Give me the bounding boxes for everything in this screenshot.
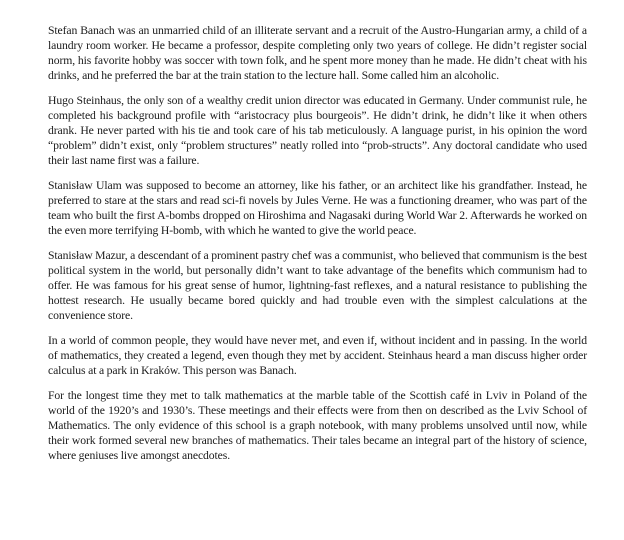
paragraph-banach: Stefan Banach was an unmarried child of an illiterate servant and a recruit of the Austro-Hungarian army, a child of a laundry room worker. He became a professor, despite completing only two years of college. He didn’t register social norm, his favorite hobby was soccer with town folk, and he spent more money than he made. He didn’t cheat with his drinks, and he preferred the bar at the train station to the lecture hall. Some called him an alcoholic. (48, 24, 587, 82)
paragraph-mazur: Stanisław Mazur, a descendant of a prominent pastry chef was a communist, who believed that communism is the best political system in the world, but personally didn’t want to take advantage of the benefits which communism had to offer. He was famous for his great sense of humor, lightning-fast reflexes, and a natural resistance to publishing the hottest research. He usually became bored quickly and had trouble even with the simplest calculations at the convenience store. (48, 249, 588, 322)
paragraph-ulam: Stanisław Ulam was supposed to become an attorney, like his father, or an architect like his grandfather. Instead, he preferred to stare at the stars and read sci-fi novels by Jules Verne. He was a functioning dreamer, who was part of the team who built the first A-bombs dropped on Hiroshima and Nagasaki during World War 2. Afterwards he worked on the even more terrifying H-bomb, with which he wanted to give the world peace. (48, 179, 587, 237)
paragraph-lviv-school: For the longest time they met to talk mathematics at the marble table of the Scottish café in Lviv in Poland of the world of the 1920’s and 1930’s. These meetings and their effects were from then on described as the Lviv School of Mathematics. The only evidence of this school is a graph notebook, with many problems unsolved until now, while their work formed several new branches of mathematics. Their tales became an integral part of the history of science, where geniuses live amongst anecdotes. (48, 389, 587, 462)
paragraph-steinhaus: Hugo Steinhaus, the only son of a wealthy credit union director was educated in Germany. Under communist rule, he completed his background profile with “aristocracy plus bourgeois”. He didn’t drink, he didn’t like it when others drank. He never parted with his tie and took care of his tab meticulously. A language purist, in his opinion the word “problem” didn’t exist, only “problem structures” neatly rolled into “prob-structs”. Any doctoral candidate who used their last name first was a failure. (48, 94, 587, 167)
paragraph-meeting: In a world of common people, they would have never met, and even if, without incident and in passing. In the world of mathematics, they created a legend, even though they met by accident. Steinhaus heard a man discuss higher order calculus at a park in Kraków. This person was Banach. (48, 334, 587, 377)
